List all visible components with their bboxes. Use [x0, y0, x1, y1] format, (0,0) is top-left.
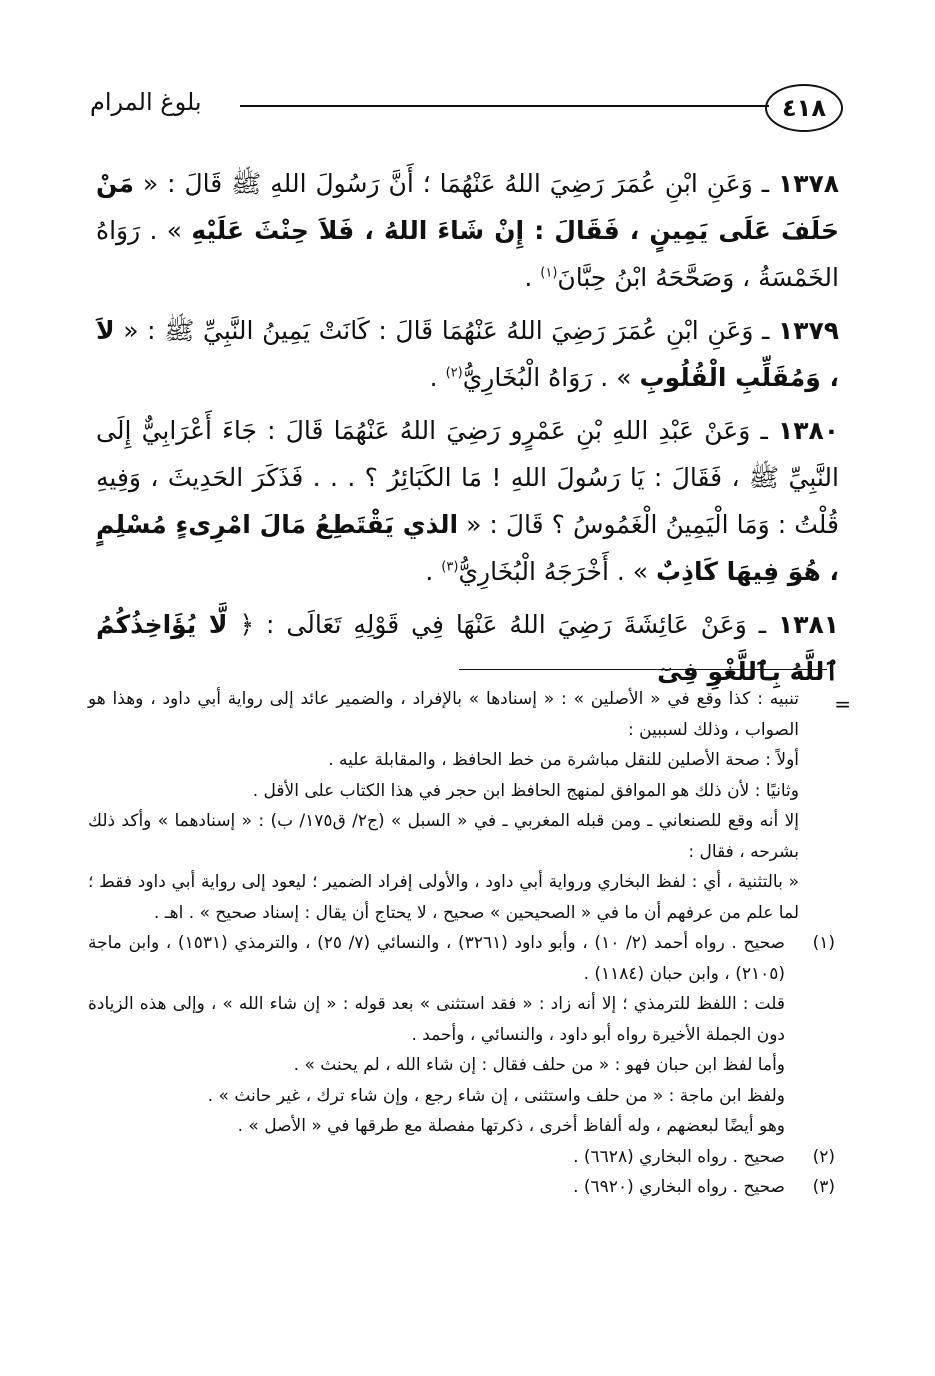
header-rule [240, 105, 769, 107]
footnote-text: صحيح . رواه البخاري (٦٦٢٨) . [573, 1146, 785, 1167]
footnote-separator [459, 669, 827, 670]
footnote-body [88, 1142, 785, 1173]
hadith-text: ـ وَعَنِ ابْنِ عُمَرَ رَضِيَ اللهُ عَنْهُمَا قَالَ : كَانَتْ يَمِينُ النَّبِيِّ ﷺ : « [114, 316, 770, 345]
note-paragraph: أولاً : صحة الأصلين للنقل مباشرة من خط الحافظ ، والمقابلة عليه . [328, 750, 799, 770]
footnote-text: وهو أيضًا لبعضهم ، وله ألفاظ أخرى ، ذكرتها مفصلة مع طرقها في « الأصل » . [237, 1116, 785, 1136]
footnote-text: صحيح . رواه أحمد (٢/ ١٠) ، وأبو داود (٣٢٦١) ، والنسائي (٧/ ٢٥) ، والترمذي (١٥٣١) ، وابن ماجة (٢١٠٥) ، وابن حبان (١١٨٤) . [88, 933, 785, 984]
footnote-label: (٣) [812, 1177, 835, 1197]
hadith-text: ـ وَعَنْ عَائِشَةَ رَضِيَ اللهُ عَنْهَا فِي قَوْلِهِ تَعَالَى : ﴿ [227, 610, 767, 639]
note-paragraph: تنبيه : كذا وقع في « الأصلين » : « إسنادها » بالإفراد ، والضمير عائد إلى رواية أبي داود ، وهذا هو الصواب ، وذلك لسببين : [88, 689, 799, 740]
footnote-ref[interactable]: (١) [540, 265, 558, 281]
footnote-text: قلت : اللفظ للترمذي ؛ إلا أنه زاد : « فقد استثنى » بعد قوله : « إن شاء الله » ، وإلى هذه الزيادة دون الجملة الأخيرة رواه أبو داود ، والنسائي ، وأحمد . [88, 994, 785, 1045]
prophetic-quote: الذي يَقْتَطِعُ مَالَ امْرِىءٍ مُسْلِمٍ ، هُوَ فِيهَا كَاذِبٌ [96, 510, 839, 586]
footnote-ref[interactable]: (٣) [441, 559, 459, 575]
hadith-text: » . أَخْرَجَهُ الْبُخَارِيُّ [458, 557, 657, 586]
hadith-text: ـ وَعَنِ ابْنِ عُمَرَ رَضِيَ اللهُ عَنْهُمَا ؛ أَنَّ رَسُولَ اللهِ ﷺ قَالَ : « [133, 169, 770, 198]
page-header [90, 78, 843, 138]
hadith-number: ١٣٨١ [777, 610, 839, 639]
prophetic-quote: لاَ ، وَمُقَلِّبِ الْقُلُوبِ [96, 316, 839, 392]
hadith-number: ١٣٧٨ [777, 169, 840, 198]
book-title: بلوغ المرام [90, 88, 202, 116]
footnote-3 [88, 1172, 835, 1203]
hadith-end: . [425, 557, 442, 586]
footnote-1 [88, 928, 835, 1142]
note-paragraph: « بالتثنية ، أي : لفظ البخاري ورواية أبي داود ، والأولى إفراد الضمير ؛ ليعود إلى رواية أبي داود فقط ؛ لما علم من عرفهم أن ما في « الصحيحين » صحيح ، لا يحتاج أن يقال : إسناد صحيح » . اهـ . [88, 872, 799, 923]
footnote-label: (١) [812, 933, 835, 953]
footnote-text: وأما لفظ ابن حبان فهو : « من حلف فقال : إن شاء الله ، لم يحنث » . [293, 1055, 785, 1075]
continuation-mark: = [834, 692, 851, 716]
prophetic-quote: مَنْ حَلَفَ عَلَى يَمِينٍ ، فَقَالَ : إِنْ شَاءَ اللهُ ، فَلاَ حِنْثَ عَلَيْهِ [96, 169, 839, 245]
footnotes [88, 684, 835, 1203]
page-number: ٤١٨ [765, 84, 843, 132]
hadith-text: » . رَوَاهُ الْبُخَارِيُّ [462, 363, 640, 392]
footnote-label: (٢) [812, 1146, 835, 1167]
footnote-text: صحيح . رواه البخاري (٦٩٢٠) . [573, 1177, 785, 1197]
hadith-text: » . رَوَاهُ الخَمْسَةُ ، وَصَحَّحَهُ ابْنُ حِبَّانَ [96, 216, 839, 292]
footnote-body [88, 928, 785, 1142]
hadith-1381 [96, 601, 839, 695]
note-paragraph: وثانيًا : لأن ذلك هو الموافق لمنهج الحافظ ابن حجر في هذا الكتاب على الأقل . [252, 780, 799, 801]
hadith-text: ـ وَعَنْ عَبْدِ اللهِ بْنِ عَمْرٍو رَضِيَ اللهُ عَنْهُمَا قَالَ : جَاءَ أَعْرَابِيٌّ إِلَى النَّبِيِّ ﷺ ، فَقَالَ : يَا رَسُولَ اللهِ ! مَا الكَبَائِرُ ؟ . . . فَذَكَرَ الحَدِيثَ ، وَفِيهِ قُلْتُ : وَمَا الْيَمِينُ الْغَمُوسُ ؟ قَالَ : « [96, 416, 839, 539]
hadith-number: ١٣٨٠ [777, 416, 839, 445]
hadith-end: . [524, 263, 541, 292]
hadith-number: ١٣٧٩ [777, 316, 839, 345]
hadith-end: . [429, 363, 446, 392]
quran-quote: لَّا يُؤَاخِذُكُمُ ٱللَّهُ بِٱللَّغْوِ فِىٓ [96, 610, 839, 686]
footnote-body [88, 1172, 785, 1203]
hadith-1379 [96, 307, 839, 401]
main-text [96, 160, 839, 701]
note-paragraph: إلا أنه وقع للصنعاني ـ ومن قبله المغربي ـ في « السبل » (ج٢/ ق١٧٥/ ب) : « إسنادهما » وأكد ذلك بشرحه ، فقال : [88, 811, 799, 862]
footnote-ref[interactable]: (٢) [445, 365, 463, 381]
hadith-1380 [96, 407, 839, 595]
hadith-1378 [96, 160, 839, 301]
footnote-text: ولفظ ابن ماجة : « من حلف واستثنى ، إن شاء رجع ، وإن شاء ترك ، غير حانث » . [207, 1085, 785, 1106]
footnote-2 [88, 1142, 835, 1173]
